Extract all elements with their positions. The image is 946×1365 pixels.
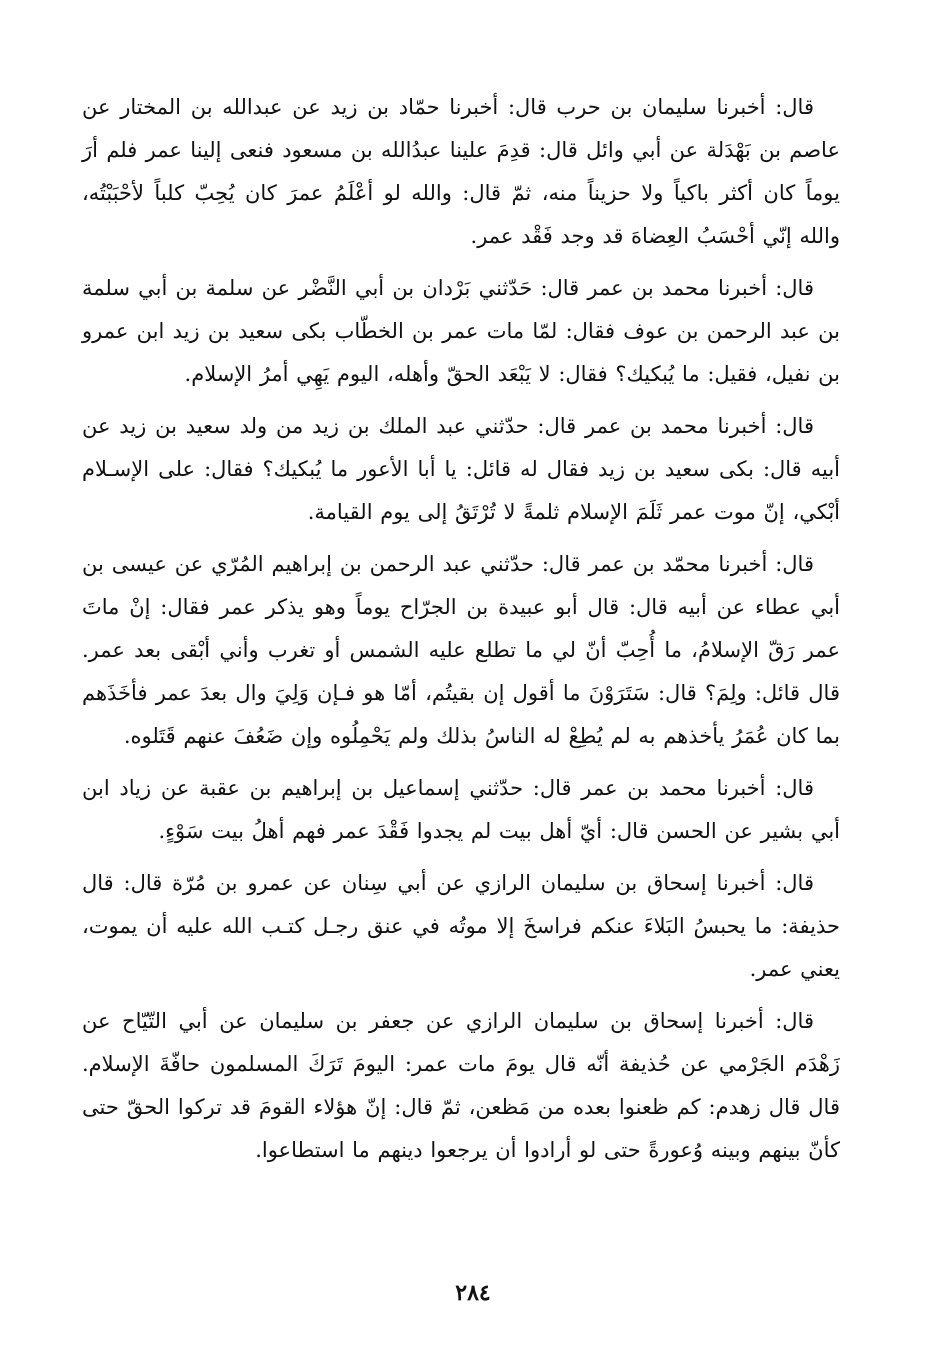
paragraph: قال: أخبرنا محمد بن عمر قال: حدّثني عبد الملك بن زيد من ولد سعيد بن زيد عن أبيه قال: بكى سعيد بن زيد فقال له قائل: يا أبا الأعور ما يُبكيك؟ فقال: على الإسـلام أبْكي، إنّ موت عمر ثَلَمَ الإسلام ثلمةً لا تُرْتَقُ إلى يوم القيامة. [82, 414, 840, 524]
paragraph: قال: أخبرنا محمد بن عمر قال: حدّثني إسماعيل بن إبراهيم بن عقبة عن زياد ابن أبي بشير عن الحسن قال: أيّ أهل بيت لم يجدوا فَقْدَ عمر فهم أهلُ بيت سَوْءٍ. [82, 776, 840, 843]
paragraph: قال: أخبرنا محمد بن عمر قال: حَدّثني بَرْدان بن أبي النَّضْر عن سلمة بن أبي سلمة بن عبد الرحمن بن عوف فقال: لمّا مات عمر بن الخطّاب بكى سعيد بن زيد ابن عمرو بن نفيل، فقيل: ما يُبكيك؟ فقال: لا يَبْعَد الحقّ وأهله، اليوم يَهِي أمرُ الإسلام. [82, 276, 840, 386]
paragraph: قال: أخبرنا إسحاق بن سليمان الرازي عن أبي سِنان عن عمرو بن مُرّة قال: قال حذيفة: ما يحبسُ البَلاءَ عنكم فراسخَ إلا موتُه في عنق رجـل كتـب الله عليه أن يموت، يعني عمر. [82, 871, 840, 981]
paragraph: قال: أخبرنا سليمان بن حرب قال: أخبرنا حمّاد بن زيد عن عبدالله بن المختار عن عاصم بن بَهْدَلة عن أبي وائل قال: قدِمَ علينا عبدُالله بن مسعود فنعى إلينا عمر فلم أرَ يوماً كان أكثر باكياً ولا حزيناً منه، ثمّ قال: والله لو أعْلَمُ عمرَ كان يُحِبّ كلباً لأحْبَبْتُه، والله إنّي أحْسَبُ العِضاهَ قد وجد فَقْد عمر. [82, 95, 840, 248]
paragraph: قال: أخبرنا إسحاق بن سليمان الرازي عن جعفر بن سليمان عن أبي التّيّاح عن زَهْدَم الجَرْمي عن حُذيفة أنّه قال يومَ مات عمر: اليومَ تَرَكَ المسلمون حافّةَ الإسلام. قال قال زهدم: كم ظعنوا بعده من مَظعن، ثمّ قال: إنّ هؤلاء القومَ قد تركوا الحقّ حتى كأنّ بينهم وبينه وُعورةً حتى لو أرادوا أن يرجعوا دينهم ما استطاعوا. [82, 1009, 840, 1162]
page-body [82, 86, 840, 1181]
paragraph: قال: أخبرنا محمّد بن عمر قال: حدّثني عبد الرحمن بن إبراهيم المُرّي عن عيسى بن أبي عطاء عن أبيه قال: قال أبو عبيدة بن الجرّاح يوماً وهو يذكر عمر فقال: إنْ ماتَ عمر رَقّ الإسلامُ، ما أُحِبّ أنّ لي ما تطلع عليه الشمس أو تغرب وأني أبْقى بعد عمر. قال قائل: ولِمَ؟ قال: سَتَرَوْنَ ما أقول إن بقيتُم، أمّا هو فـإن وَلِيَ وال بعدَ عمر فأخَذَهم بما كان عُمَرُ يأخذهم به لم يُطِعْ له الناسُ بذلك ولم يَحْمِلُوه وإن ضَعُفَ عنهم قَتَلوه. [82, 552, 840, 748]
page-number: ٢٨٤ [455, 1280, 491, 1306]
